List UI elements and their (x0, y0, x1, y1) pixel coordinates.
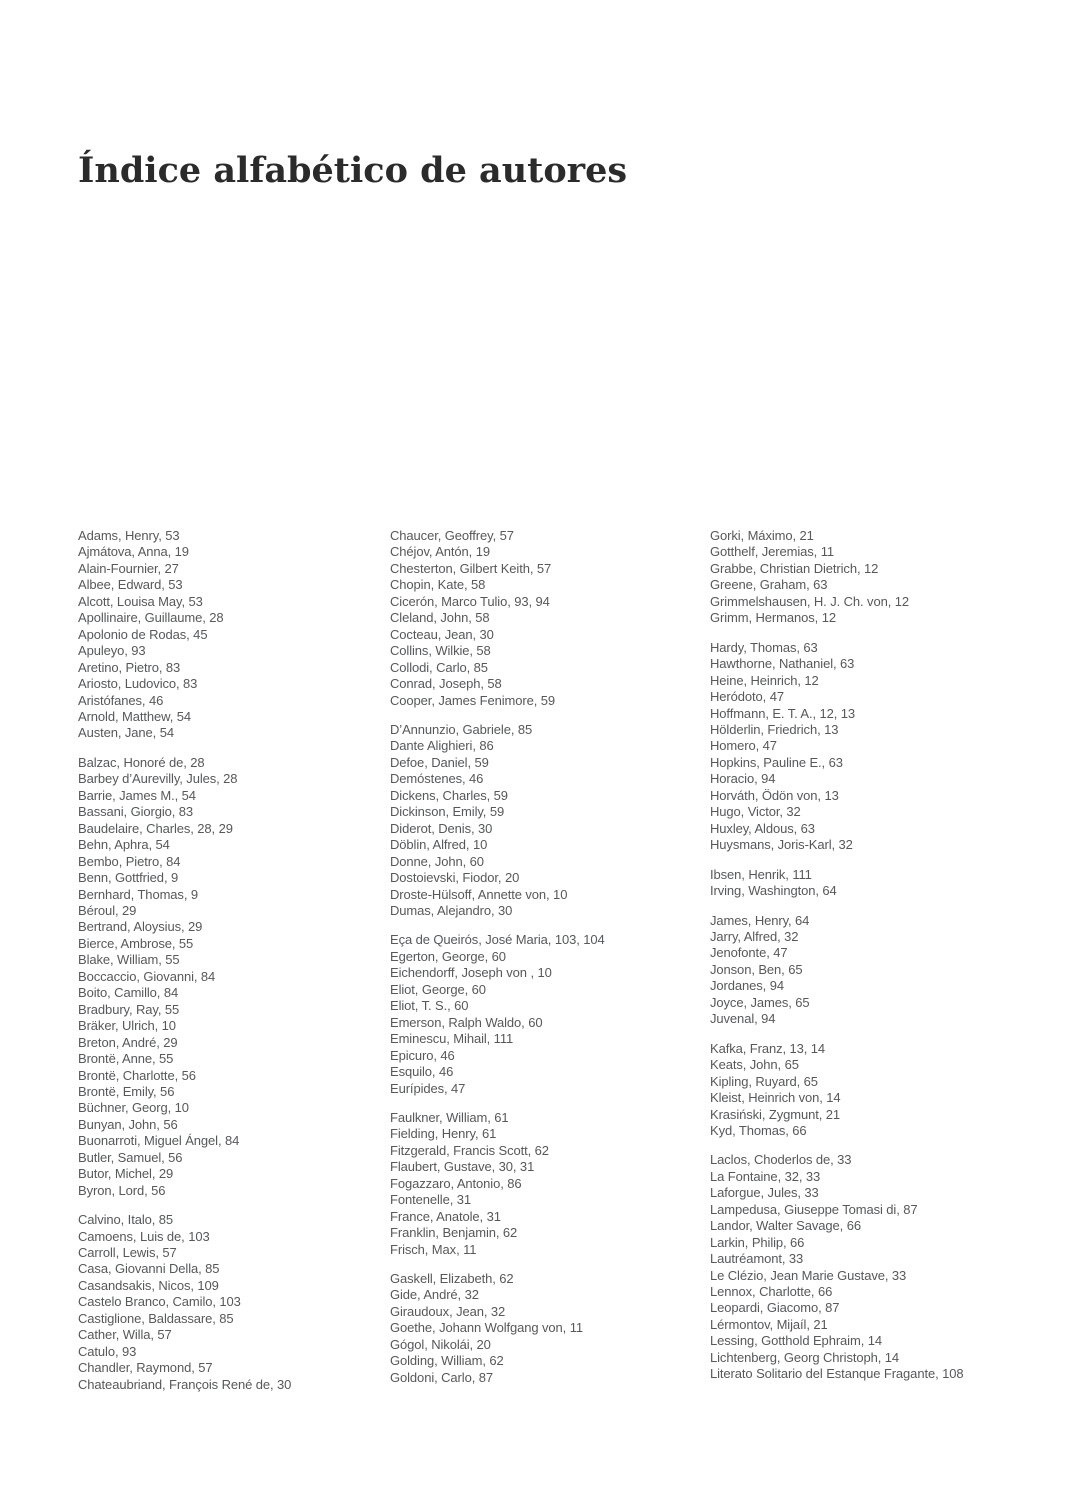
index-entry: France, Anatole, 31 (390, 1208, 501, 1224)
index-entry: Diderot, Denis, 30 (390, 820, 493, 836)
index-entry: Krasiński, Zygmunt, 21 (710, 1106, 841, 1122)
index-entry: Castiglione, Baldassare, 85 (78, 1310, 234, 1326)
index-entry: Boito, Camillo, 84 (78, 985, 179, 1001)
index-entry: Grabbe, Christian Dietrich, 12 (710, 560, 879, 576)
index-entry: Kyd, Thomas, 66 (710, 1122, 807, 1138)
index-entry: Castelo Branco, Camilo, 103 (78, 1294, 241, 1310)
index-entry: Aristófanes, 46 (78, 692, 164, 708)
index-entry: Droste-Hülsoff, Annette von, 10 (390, 886, 568, 902)
index-entry: Gaskell, Elizabeth, 62 (390, 1271, 514, 1287)
index-entry: Lautréamont, 33 (710, 1251, 804, 1267)
index-entry: Emerson, Ralph Waldo, 60 (390, 1014, 543, 1030)
index-entry: Apollinaire, Guillaume, 28 (78, 610, 224, 626)
index-entry: Eurípides, 47 (390, 1080, 466, 1096)
author-group (710, 867, 1040, 900)
index-entry: Blake, William, 55 (78, 952, 180, 968)
index-entry: Horváth, Ödön von, 13 (710, 787, 839, 803)
index-entry: Le Clézio, Jean Marie Gustave, 33 (710, 1267, 907, 1283)
index-entry: Albee, Edward, 53 (78, 577, 183, 593)
index-entry: Jenofonte, 47 (710, 945, 788, 961)
index-entry: Laforgue, Jules, 33 (710, 1185, 819, 1201)
index-entry: Fogazzaro, Antonio, 86 (390, 1175, 522, 1191)
index-entry: Donne, John, 60 (390, 853, 484, 869)
author-group (390, 1110, 710, 1258)
index-entry: Chesterton, Gilbert Keith, 57 (390, 560, 552, 576)
index-entry: Homero, 47 (710, 738, 777, 754)
index-column-3 (710, 528, 1040, 1383)
index-entry: Dickens, Charles, 59 (390, 787, 508, 803)
author-group (710, 1152, 1040, 1382)
index-entry: Hugo, Victor, 32 (710, 804, 801, 820)
index-entry: Laclos, Choderlos de, 33 (710, 1152, 852, 1168)
index-entry: Faulkner, William, 61 (390, 1109, 509, 1125)
index-entry: Chandler, Raymond, 57 (78, 1360, 213, 1376)
index-entry: Eça de Queirós, José Maria, 103, 104 (390, 932, 605, 948)
index-entry: Flaubert, Gustave, 30, 31 (390, 1159, 535, 1175)
index-entry: Carroll, Lewis, 57 (78, 1245, 177, 1261)
index-entry: Conrad, Joseph, 58 (390, 676, 502, 692)
index-entry: Lampedusa, Giuseppe Tomasi di, 87 (710, 1201, 918, 1217)
index-entry: Epicuro, 46 (390, 1047, 455, 1063)
index-entry: Jonson, Ben, 65 (710, 961, 803, 977)
index-entry: Byron, Lord, 56 (78, 1182, 166, 1198)
author-group (78, 755, 390, 1199)
index-entry: Collodi, Carlo, 85 (390, 659, 488, 675)
index-entry: Lessing, Gotthold Ephraim, 14 (710, 1333, 882, 1349)
index-entry: Hoffmann, E. T. A., 12, 13 (710, 705, 856, 721)
index-entry: Jordanes, 94 (710, 978, 784, 994)
index-columns (78, 528, 1040, 1393)
index-entry: Golding, William, 62 (390, 1353, 504, 1369)
index-entry: Döblin, Alfred, 10 (390, 837, 488, 853)
author-group (390, 1271, 710, 1386)
author-group (390, 528, 710, 709)
index-entry: Irving, Washington, 64 (710, 883, 837, 899)
index-entry: Lennox, Charlotte, 66 (710, 1284, 833, 1300)
index-entry: Egerton, George, 60 (390, 948, 506, 964)
index-entry: Dostoievski, Fiodor, 20 (390, 870, 520, 886)
author-group (710, 528, 1040, 627)
index-entry: Bassani, Giorgio, 83 (78, 804, 194, 820)
index-entry: Eichendorff, Joseph von , 10 (390, 965, 552, 981)
author-group (710, 1041, 1040, 1140)
index-entry: Apuleyo, 93 (78, 643, 146, 659)
index-entry: Giraudoux, Jean, 32 (390, 1303, 506, 1319)
index-entry: Heine, Heinrich, 12 (710, 672, 819, 688)
index-entry: Fielding, Henry, 61 (390, 1126, 497, 1142)
index-entry: Brontë, Anne, 55 (78, 1051, 174, 1067)
index-entry: Ibsen, Henrik, 111 (710, 866, 812, 882)
index-entry: Béroul, 29 (78, 902, 137, 918)
index-entry: Butler, Samuel, 56 (78, 1149, 183, 1165)
index-entry: Adams, Henry, 53 (78, 528, 180, 543)
index-entry: Büchner, Georg, 10 (78, 1100, 189, 1116)
index-entry: Bembo, Pietro, 84 (78, 853, 181, 869)
index-entry: Dante Alighieri, 86 (390, 738, 494, 754)
index-entry: Dumas, Alejandro, 30 (390, 902, 513, 918)
index-entry: Bernhard, Thomas, 9 (78, 886, 198, 902)
index-entry: Boccaccio, Giovanni, 84 (78, 968, 216, 984)
index-entry: Bierce, Ambrose, 55 (78, 935, 194, 951)
index-entry: Heródoto, 47 (710, 689, 784, 705)
index-column-2 (390, 528, 710, 1386)
index-entry: Dickinson, Emily, 59 (390, 804, 505, 820)
index-entry: Huxley, Aldous, 63 (710, 820, 815, 836)
index-entry: Juvenal, 94 (710, 1011, 776, 1027)
index-entry: Fitzgerald, Francis Scott, 62 (390, 1142, 549, 1158)
index-entry: Gotthelf, Jeremias, 11 (710, 544, 835, 560)
author-group (78, 528, 390, 742)
index-entry: Cocteau, Jean, 30 (390, 626, 494, 642)
index-entry: Hardy, Thomas, 63 (710, 639, 818, 655)
index-entry: Grimmelshausen, H. J. Ch. von, 12 (710, 593, 910, 609)
index-entry: Bertrand, Aloysius, 29 (78, 919, 203, 935)
index-entry: Esquilo, 46 (390, 1064, 454, 1080)
index-entry: Gide, André, 32 (390, 1287, 479, 1303)
index-entry: Eminescu, Mihail, 111 (390, 1031, 514, 1047)
index-entry: Gógol, Nikolái, 20 (390, 1336, 491, 1352)
index-entry: Bradbury, Ray, 55 (78, 1001, 180, 1017)
index-entry: Bräker, Ulrich, 10 (78, 1018, 176, 1034)
index-entry: Lérmontov, Mijaíl, 21 (710, 1316, 828, 1332)
index-entry: Cicerón, Marco Tulio, 93, 94 (390, 593, 550, 609)
index-entry: Breton, André, 29 (78, 1034, 178, 1050)
index-entry: Demóstenes, 46 (390, 771, 484, 787)
index-entry: Kafka, Franz, 13, 14 (710, 1040, 826, 1056)
author-group (390, 722, 710, 919)
index-column-1 (78, 528, 390, 1393)
index-entry: Barbey d’Aurevilly, Jules, 28 (78, 771, 238, 787)
index-entry: Larkin, Philip, 66 (710, 1234, 805, 1250)
index-entry: Joyce, James, 65 (710, 994, 810, 1010)
index-entry: Casa, Giovanni Della, 85 (78, 1261, 220, 1277)
index-entry: Jarry, Alfred, 32 (710, 928, 799, 944)
index-entry: Austen, Jane, 54 (78, 725, 174, 741)
index-entry: Hopkins, Pauline E., 63 (710, 754, 843, 770)
index-entry: Chaucer, Geoffrey, 57 (390, 528, 514, 543)
index-entry: Lichtenberg, Georg Christoph, 14 (710, 1349, 900, 1365)
index-entry: Literato Solitario del Estanque Fragante, 108 (710, 1366, 964, 1382)
author-group (390, 932, 710, 1097)
index-entry: Baudelaire, Charles, 28, 29 (78, 820, 233, 836)
author-group (710, 913, 1040, 1028)
index-entry: Greene, Graham, 63 (710, 577, 828, 593)
index-entry: Fontenelle, 31 (390, 1192, 471, 1208)
index-entry: James, Henry, 64 (710, 912, 810, 928)
index-entry: La Fontaine, 32, 33 (710, 1168, 821, 1184)
index-entry: Apolonio de Rodas, 45 (78, 626, 208, 642)
index-entry: Calvino, Italo, 85 (78, 1212, 174, 1228)
index-entry: Cather, Willa, 57 (78, 1327, 172, 1343)
index-entry: D’Annunzio, Gabriele, 85 (390, 721, 533, 737)
index-entry: Horacio, 94 (710, 771, 776, 787)
index-entry: Brontë, Emily, 56 (78, 1083, 175, 1099)
index-entry: Huysmans, Joris-Karl, 32 (710, 837, 853, 853)
index-entry: Brontë, Charlotte, 56 (78, 1067, 196, 1083)
index-entry: Catulo, 93 (78, 1343, 137, 1359)
index-entry: Cleland, John, 58 (390, 610, 490, 626)
index-entry: Goldoni, Carlo, 87 (390, 1369, 493, 1385)
index-entry: Grimm, Hermanos, 12 (710, 610, 836, 626)
index-entry: Leopardi, Giacomo, 87 (710, 1300, 840, 1316)
index-entry: Eliot, George, 60 (390, 981, 486, 997)
index-entry: Arnold, Matthew, 54 (78, 708, 191, 724)
author-group (710, 640, 1040, 854)
index-entry: Eliot, T. S., 60 (390, 998, 469, 1014)
index-entry: Chopin, Kate, 58 (390, 577, 486, 593)
index-entry: Ajmátova, Anna, 19 (78, 544, 189, 560)
index-entry: Franklin, Benjamin, 62 (390, 1225, 518, 1241)
index-entry: Hölderlin, Friedrich, 13 (710, 721, 839, 737)
index-entry: Kipling, Ruyard, 65 (710, 1073, 818, 1089)
index-entry: Ariosto, Ludovico, 83 (78, 676, 198, 692)
index-entry: Alcott, Louisa May, 53 (78, 593, 203, 609)
index-entry: Aretino, Pietro, 83 (78, 659, 181, 675)
index-entry: Casandsakis, Nicos, 109 (78, 1277, 219, 1293)
index-entry: Camoens, Luis de, 103 (78, 1228, 210, 1244)
index-entry: Chéjov, Antón, 19 (390, 544, 490, 560)
index-entry: Behn, Aphra, 54 (78, 837, 170, 853)
index-entry: Keats, John, 65 (710, 1057, 799, 1073)
index-entry: Hawthorne, Nathaniel, 63 (710, 656, 855, 672)
index-entry: Buonarroti, Miguel Ángel, 84 (78, 1133, 240, 1149)
index-entry: Kleist, Heinrich von, 14 (710, 1090, 841, 1106)
index-entry: Barrie, James M., 54 (78, 787, 196, 803)
index-entry: Frisch, Max, 11 (390, 1241, 477, 1257)
index-entry: Butor, Michel, 29 (78, 1166, 174, 1182)
index-entry: Defoe, Daniel, 59 (390, 754, 489, 770)
index-entry: Cooper, James Fenimore, 59 (390, 692, 556, 708)
index-entry: Benn, Gottfried, 9 (78, 870, 179, 886)
index-entry: Landor, Walter Savage, 66 (710, 1218, 861, 1234)
index-entry: Goethe, Johann Wolfgang von, 11 (390, 1320, 584, 1336)
index-entry: Alain-Fournier, 27 (78, 560, 179, 576)
index-entry: Collins, Wilkie, 58 (390, 643, 491, 659)
index-entry: Chateaubriand, François René de, 30 (78, 1376, 292, 1392)
index-entry: Balzac, Honoré de, 28 (78, 754, 205, 770)
index-entry: Gorki, Máximo, 21 (710, 528, 814, 543)
page-title: Índice alfabético de autores (78, 150, 628, 191)
index-entry: Bunyan, John, 56 (78, 1116, 178, 1132)
author-group (78, 1212, 390, 1393)
